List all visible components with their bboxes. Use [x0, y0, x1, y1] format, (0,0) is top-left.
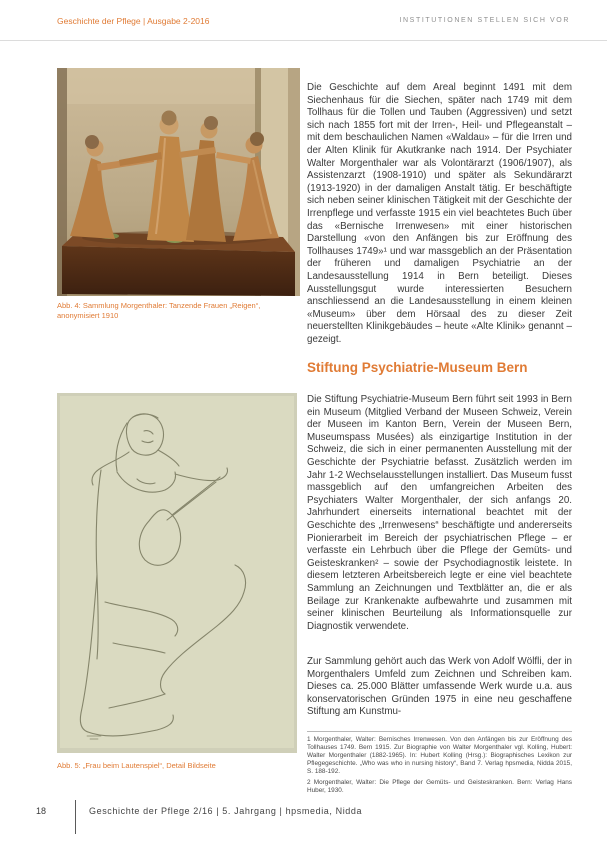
- footnote-2: 2 Morgenthaler, Walter: Die Pflege der Gemüts- und Geisteskranken. Bern: Verlag Hans Huber, 1930.: [307, 779, 572, 794]
- running-header-section: INSTITUTIONEN STELLEN SICH VOR: [399, 17, 570, 24]
- figure-lute-drawing: [57, 393, 297, 753]
- article-paragraph-collection: Zur Sammlung gehört auch das Werk von Adolf Wölfli, der in Morgenthalers Umfeld zum Zeichnen und Schreiben kam. Dieses ca. 25.000 Blätter umfassende Werk wurde u.a. aus konservatorischen Gründen 1975 in eine neu geschaffene Stiftung am Kunstmu-: [307, 656, 572, 718]
- footer-imprint: Geschichte der Pflege 2/16 | 5. Jahrgang | hpsmedia, Nidda: [89, 806, 363, 816]
- article-paragraph-museum: Die Stiftung Psychiatrie-Museum Bern führt seit 1993 in Bern ein Museum (Mitglied Verband der Museen Schweiz, Verein der Museen im Kanton Bern, Verein der Museen Bern, Museumspass Musées) als einzigartige Institution in der Schweiz, die sich in einer permanenten Ausstellung mit der Geschichte der Psychiatrie befasst. Zusätzlich werden im Jahr 1-2 Wechselausstellungen installiert. Das Museum fusst massgeblich auf den umfangreichen Arbeiten des Psychiaters Walter Morgenthaler, der sich anfangs 20. Jahrhundert einerseits international beachtet mit der Geschichte des „Irrenwesens“ beschäftigte und andererseits Pionierarbeit im Bereich der psychiatrischen Pflege – er verfasste ein Lehrbuch über die Pflege der Gemüts- und Geisteskranken² – sowie der Psychodiagnostik leistete. In diesem letzteren Arbeitsbereich legte er eine viel beachtete Sammlung an Zeichnungen und Textblätter an, die er als Beilage zur Krankenakte aufbewahrte und zusammen mit seiner klinischen Beurteilung als Informationsquelle zur Diagnostik verwendete.: [307, 394, 572, 632]
- page-number: 18: [36, 806, 47, 816]
- figure-caption-4: Abb. 4: Sammlung Morgenthaler: Tanzende Frauen „Reigen“, anonymisiert 1910: [57, 301, 261, 320]
- lute-drawing-art: [57, 393, 297, 753]
- section-heading: Stiftung Psychiatrie-Museum Bern: [307, 360, 528, 375]
- figure-sculpture-photo: [57, 68, 300, 296]
- footer-divider: [75, 800, 76, 834]
- header-rule: [0, 40, 607, 41]
- footnote-1: 1 Morgenthaler, Walter: Bernisches Irrenwesen. Von den Anfängen bis zur Eröffnung des Tollhauses 1749. Bern 1915. Zur Biographie von Walter Morgenthaler vgl. Kolling, Hubert: Walter Morgenthaler (1882-1965). In: Hubert Kolling (Hrsg.): Biographisches Lexikon zur Pflegegeschichte. „Who was who in nursing history“, Band 7. Verlag hpsmedia, Nidda 2015, S. 188-192.: [307, 736, 572, 775]
- running-header-issue: Geschichte der Pflege | Ausgabe 2-2016: [57, 16, 210, 26]
- footnote-rule: [307, 731, 572, 732]
- figure-caption-5: Abb. 5: „Frau beim Lautenspiel“, Detail Bildseite: [57, 761, 216, 770]
- sculpture-photo-art: [57, 68, 300, 296]
- article-paragraph-intro: Die Geschichte auf dem Areal beginnt 1491 mit dem Siechenhaus für die Siechen, später nach 1749 mit dem Tollhaus für die Tollen und Tauben (Aggressiven) und setzt sich nach 1855 fort mit der Irren-, Heil- und Pflegeanstalt – mit dem beschaulichen Namen «Waldau» – für die Irren und der Alten Klinik für Akutkranke nach 1914. Der Psychiater Walter Morgenthaler war als Volontärarzt (1906/1907), als Assistenzarzt (1908-1910) und später als Sekundärarzt (1913-1920) in der damaligen Anstalt tätig. Er beschäftigte sich neben seiner klinischen Tätigkeit mit der Geschichte der Irrenpflege und verfasste 1915 ein viel beachtetes Buch über das «Bernische Irrenwesen» mit einer historischen Darstellung «von den Anfängen bis zur Eröffnung des Tollhauses 1749»¹ und war massgeblich an der Präsentation der früheren und damaligen Psychiatrie an der Landesausstellung 1914 in Bern beteiligt. Dieses Ausstellungsgut wurde interessierten Besuchern anschliessend an die Landesausstellung in einem kleinen «Museum» über dem Hörsaal des zu dieser Zeit neuerstellten Klinikgebäudes – heute «Alte Klinik» genannt – gezeigt.: [307, 82, 572, 345]
